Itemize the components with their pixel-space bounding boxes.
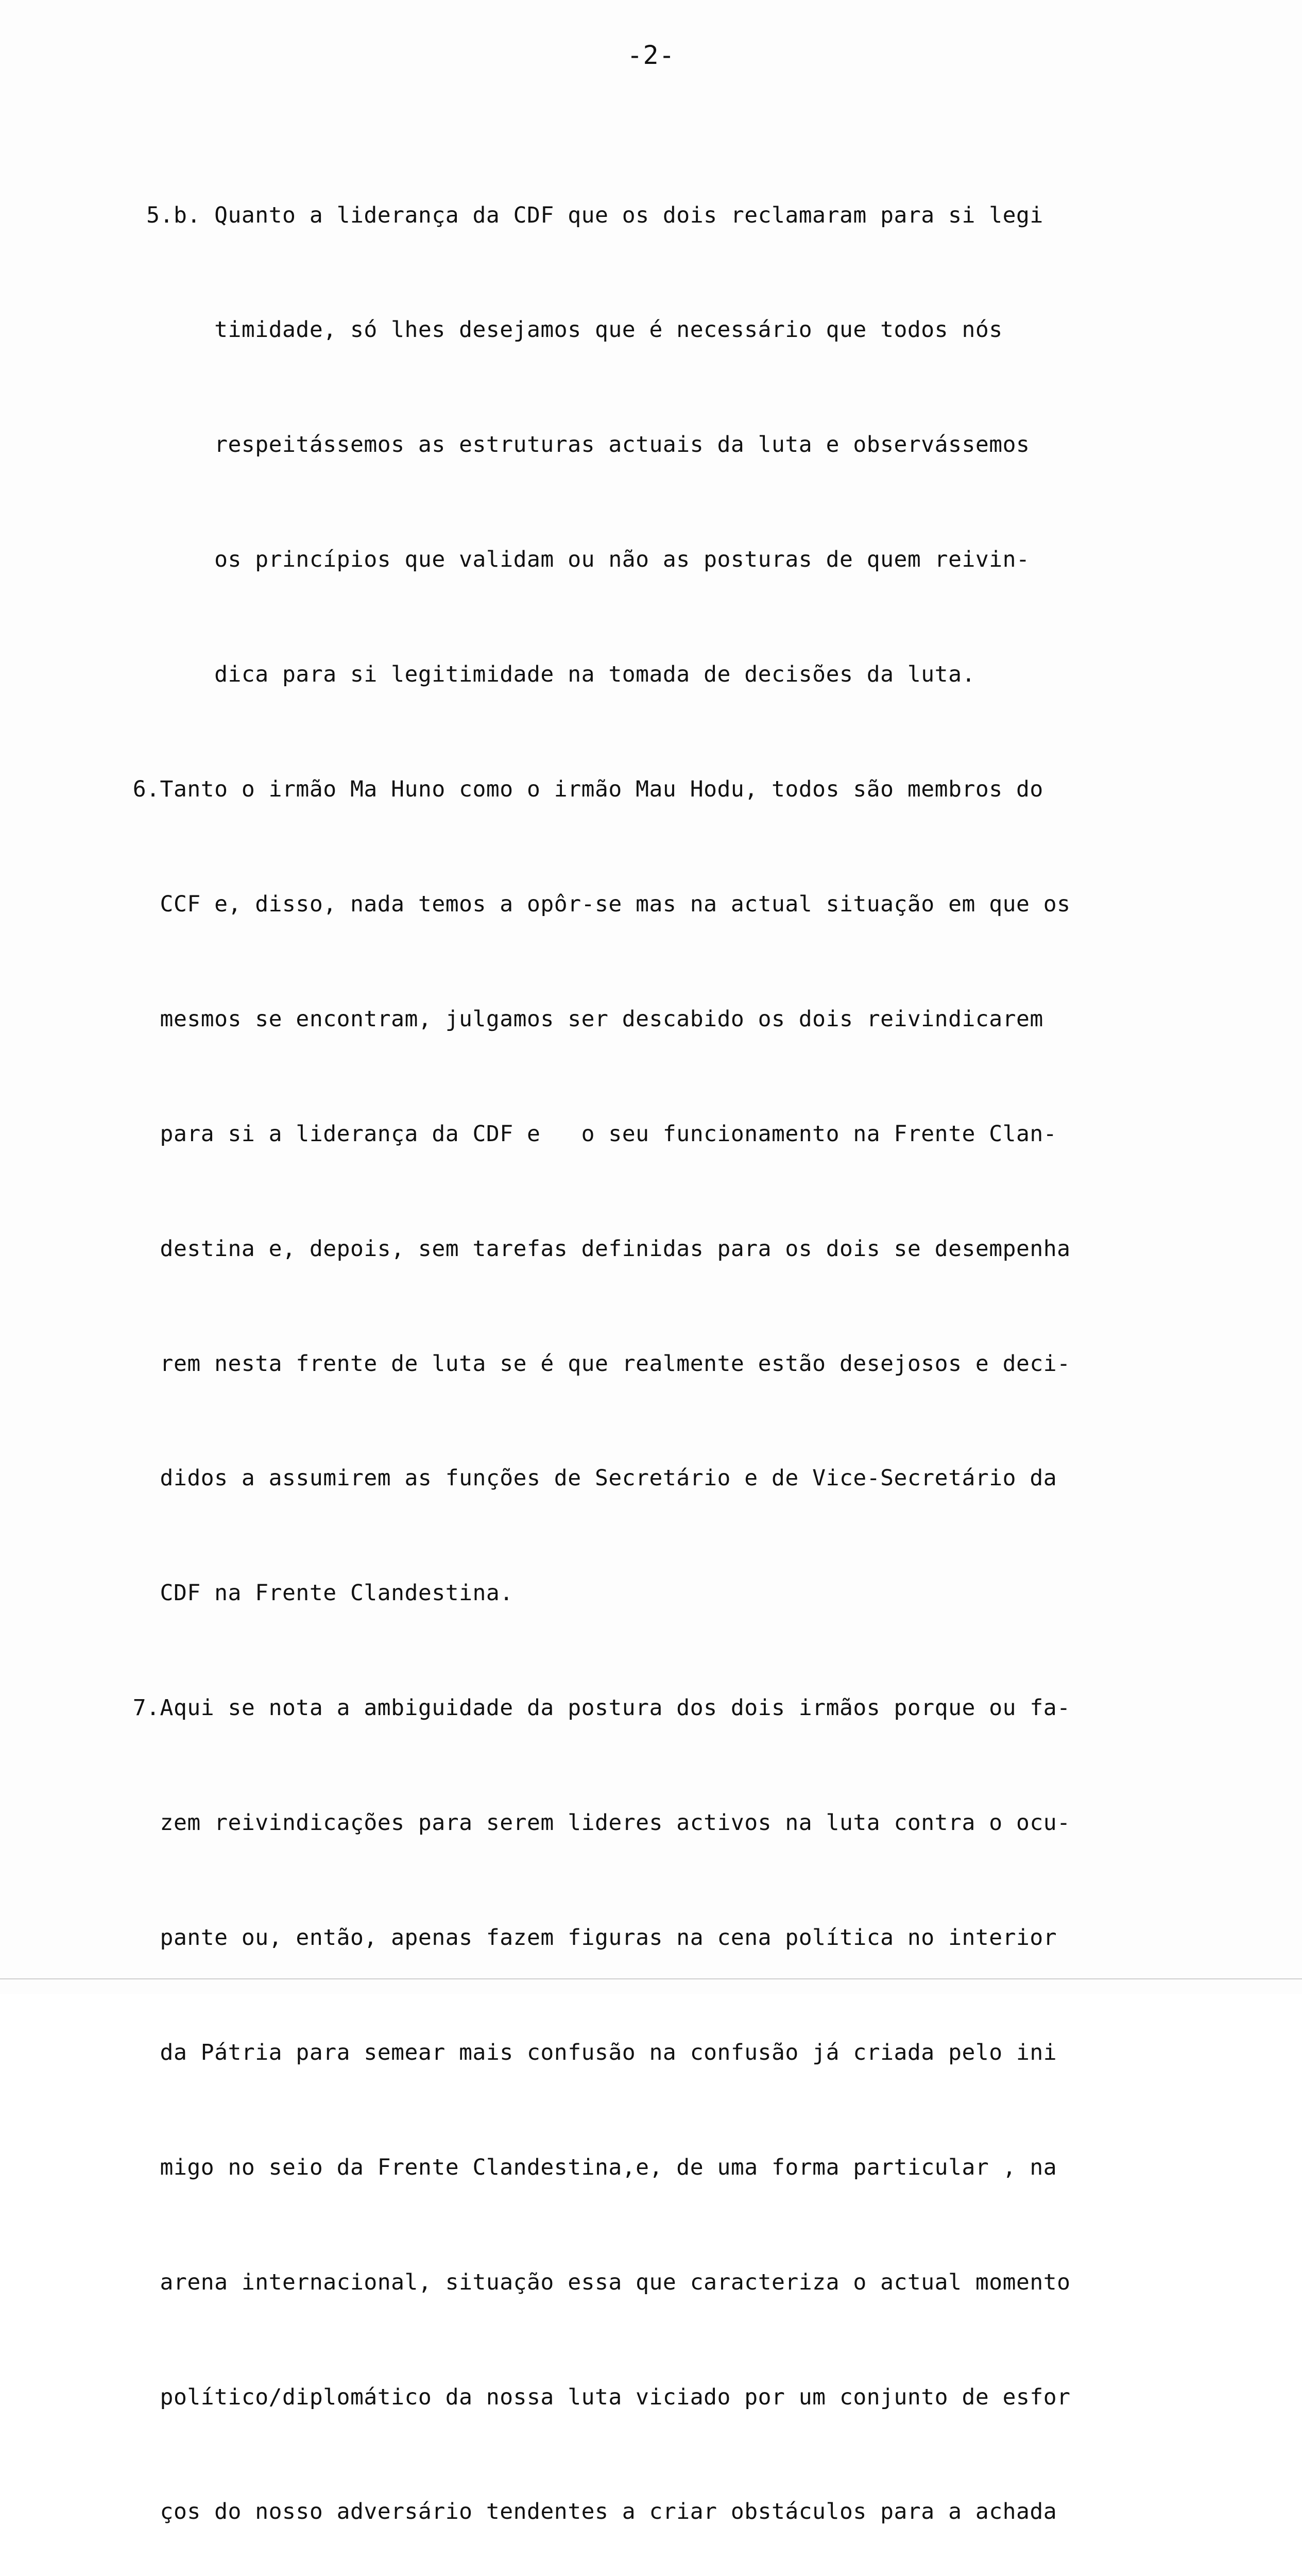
text-line: arena internacional, situação essa que caracteriza o actual momento [106, 2269, 1071, 2295]
text-line: pante ou, então, apenas fazem figuras na cena política no interior [106, 1924, 1057, 1951]
text-line: CCF e, disso, nada temos a opôr-se mas na actual situação em que os [106, 891, 1071, 917]
text-line: timidade, só lhes desejamos que é necessário que todos nós [106, 317, 1003, 343]
text-line: migo no seio da Frente Clandestina,e, de uma forma particular , na [106, 2154, 1057, 2180]
text-line: dica para si legitimidade na tomada de decisões da luta. [106, 662, 975, 688]
text-line: destina e, depois, sem tarefas definidas para os dois se desempenha [106, 1235, 1071, 1262]
text-line: didos a assumirem as funções de Secretário e de Vice-Secretário da [106, 1465, 1057, 1492]
text-line: zem reivindicações para serem lideres activos na luta contra o ocu- [106, 1810, 1071, 1836]
body-text [106, 120, 1218, 2576]
text-line: 5.b. Quanto a liderança da CDF que os dois reclamaram para si legi [106, 202, 1043, 228]
text-line: 7.Aqui se nota a ambiguidade da postura dos dois irmãos porque ou fa- [106, 1695, 1071, 1721]
text-line: político/diplomático da nossa luta viciado por um conjunto de esfor [106, 2384, 1071, 2410]
bottom-edge-line [0, 1978, 1302, 1979]
text-line: respeitássemos as estruturas actuais da luta e observássemos [106, 432, 1030, 458]
text-line: os princípios que validam ou não as posturas de quem reivin- [106, 547, 1030, 573]
page-number: -2- [627, 40, 675, 70]
text-line: ços do nosso adversário tendentes a criar obstáculos para a achada [106, 2499, 1057, 2525]
text-line: mesmos se encontram, julgamos ser descabido os dois reivindicarem [106, 1006, 1043, 1032]
text-line: CDF na Frente Clandestina. [106, 1580, 513, 1606]
text-line: da Pátria para semear mais confusão na confusão já criada pelo ini [106, 2039, 1057, 2065]
text-line: para si a liderança da CDF e o seu funcionamento na Frente Clan- [106, 1121, 1057, 1147]
text-line: 6.Tanto o irmão Ma Huno como o irmão Mau Hodu, todos são membros do [106, 776, 1043, 803]
text-line: rem nesta frente de luta se é que realmente estão desejosos e deci- [106, 1350, 1071, 1377]
